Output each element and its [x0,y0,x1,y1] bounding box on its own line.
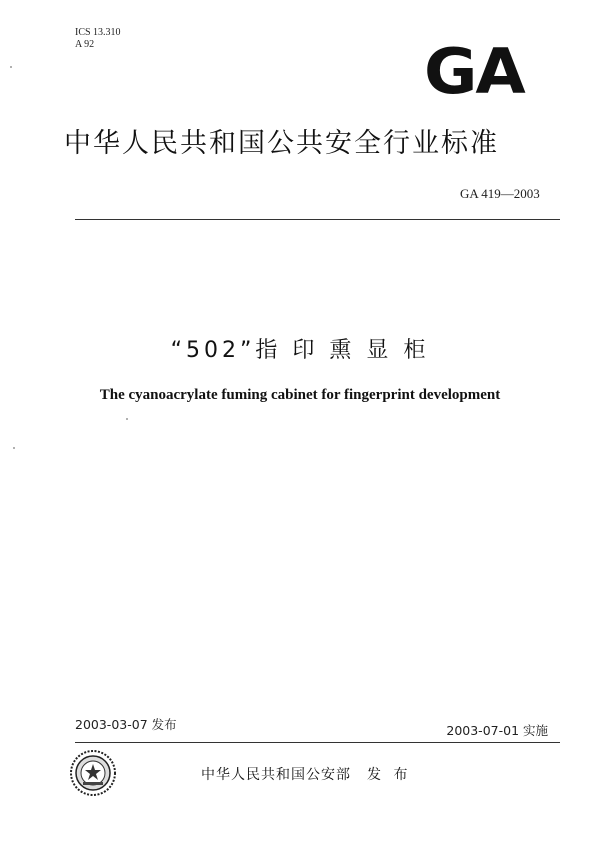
police-emblem-icon [69,749,117,797]
ga-logo: GA [424,35,524,108]
publisher-name: 中华人民共和国公安部 [201,767,351,783]
ccs-code: A 92 [75,39,95,50]
implement-date: 2003-07-01 实施 [446,723,548,738]
document-title-english: The cyanoacrylate fuming cabinet for fingerprint development [99,387,501,403]
bottom-divider [75,742,560,743]
publisher-suffix: 发 布 [367,767,412,783]
scan-speck [126,418,128,420]
scan-speck [10,66,12,68]
standard-number: GA 419—2003 [460,186,540,201]
scan-speck [13,447,15,449]
publisher [201,766,411,784]
top-divider [75,219,560,220]
standard-name: 中华人民共和国公共安全行业标准 [64,128,499,159]
ics-code: ICS 13.310 [75,27,121,38]
issue-date: 2003-03-07 发布 [75,717,177,732]
document-title-chinese: “502”指 印 熏 显 柜 [170,338,430,363]
classification-codes [75,27,121,51]
